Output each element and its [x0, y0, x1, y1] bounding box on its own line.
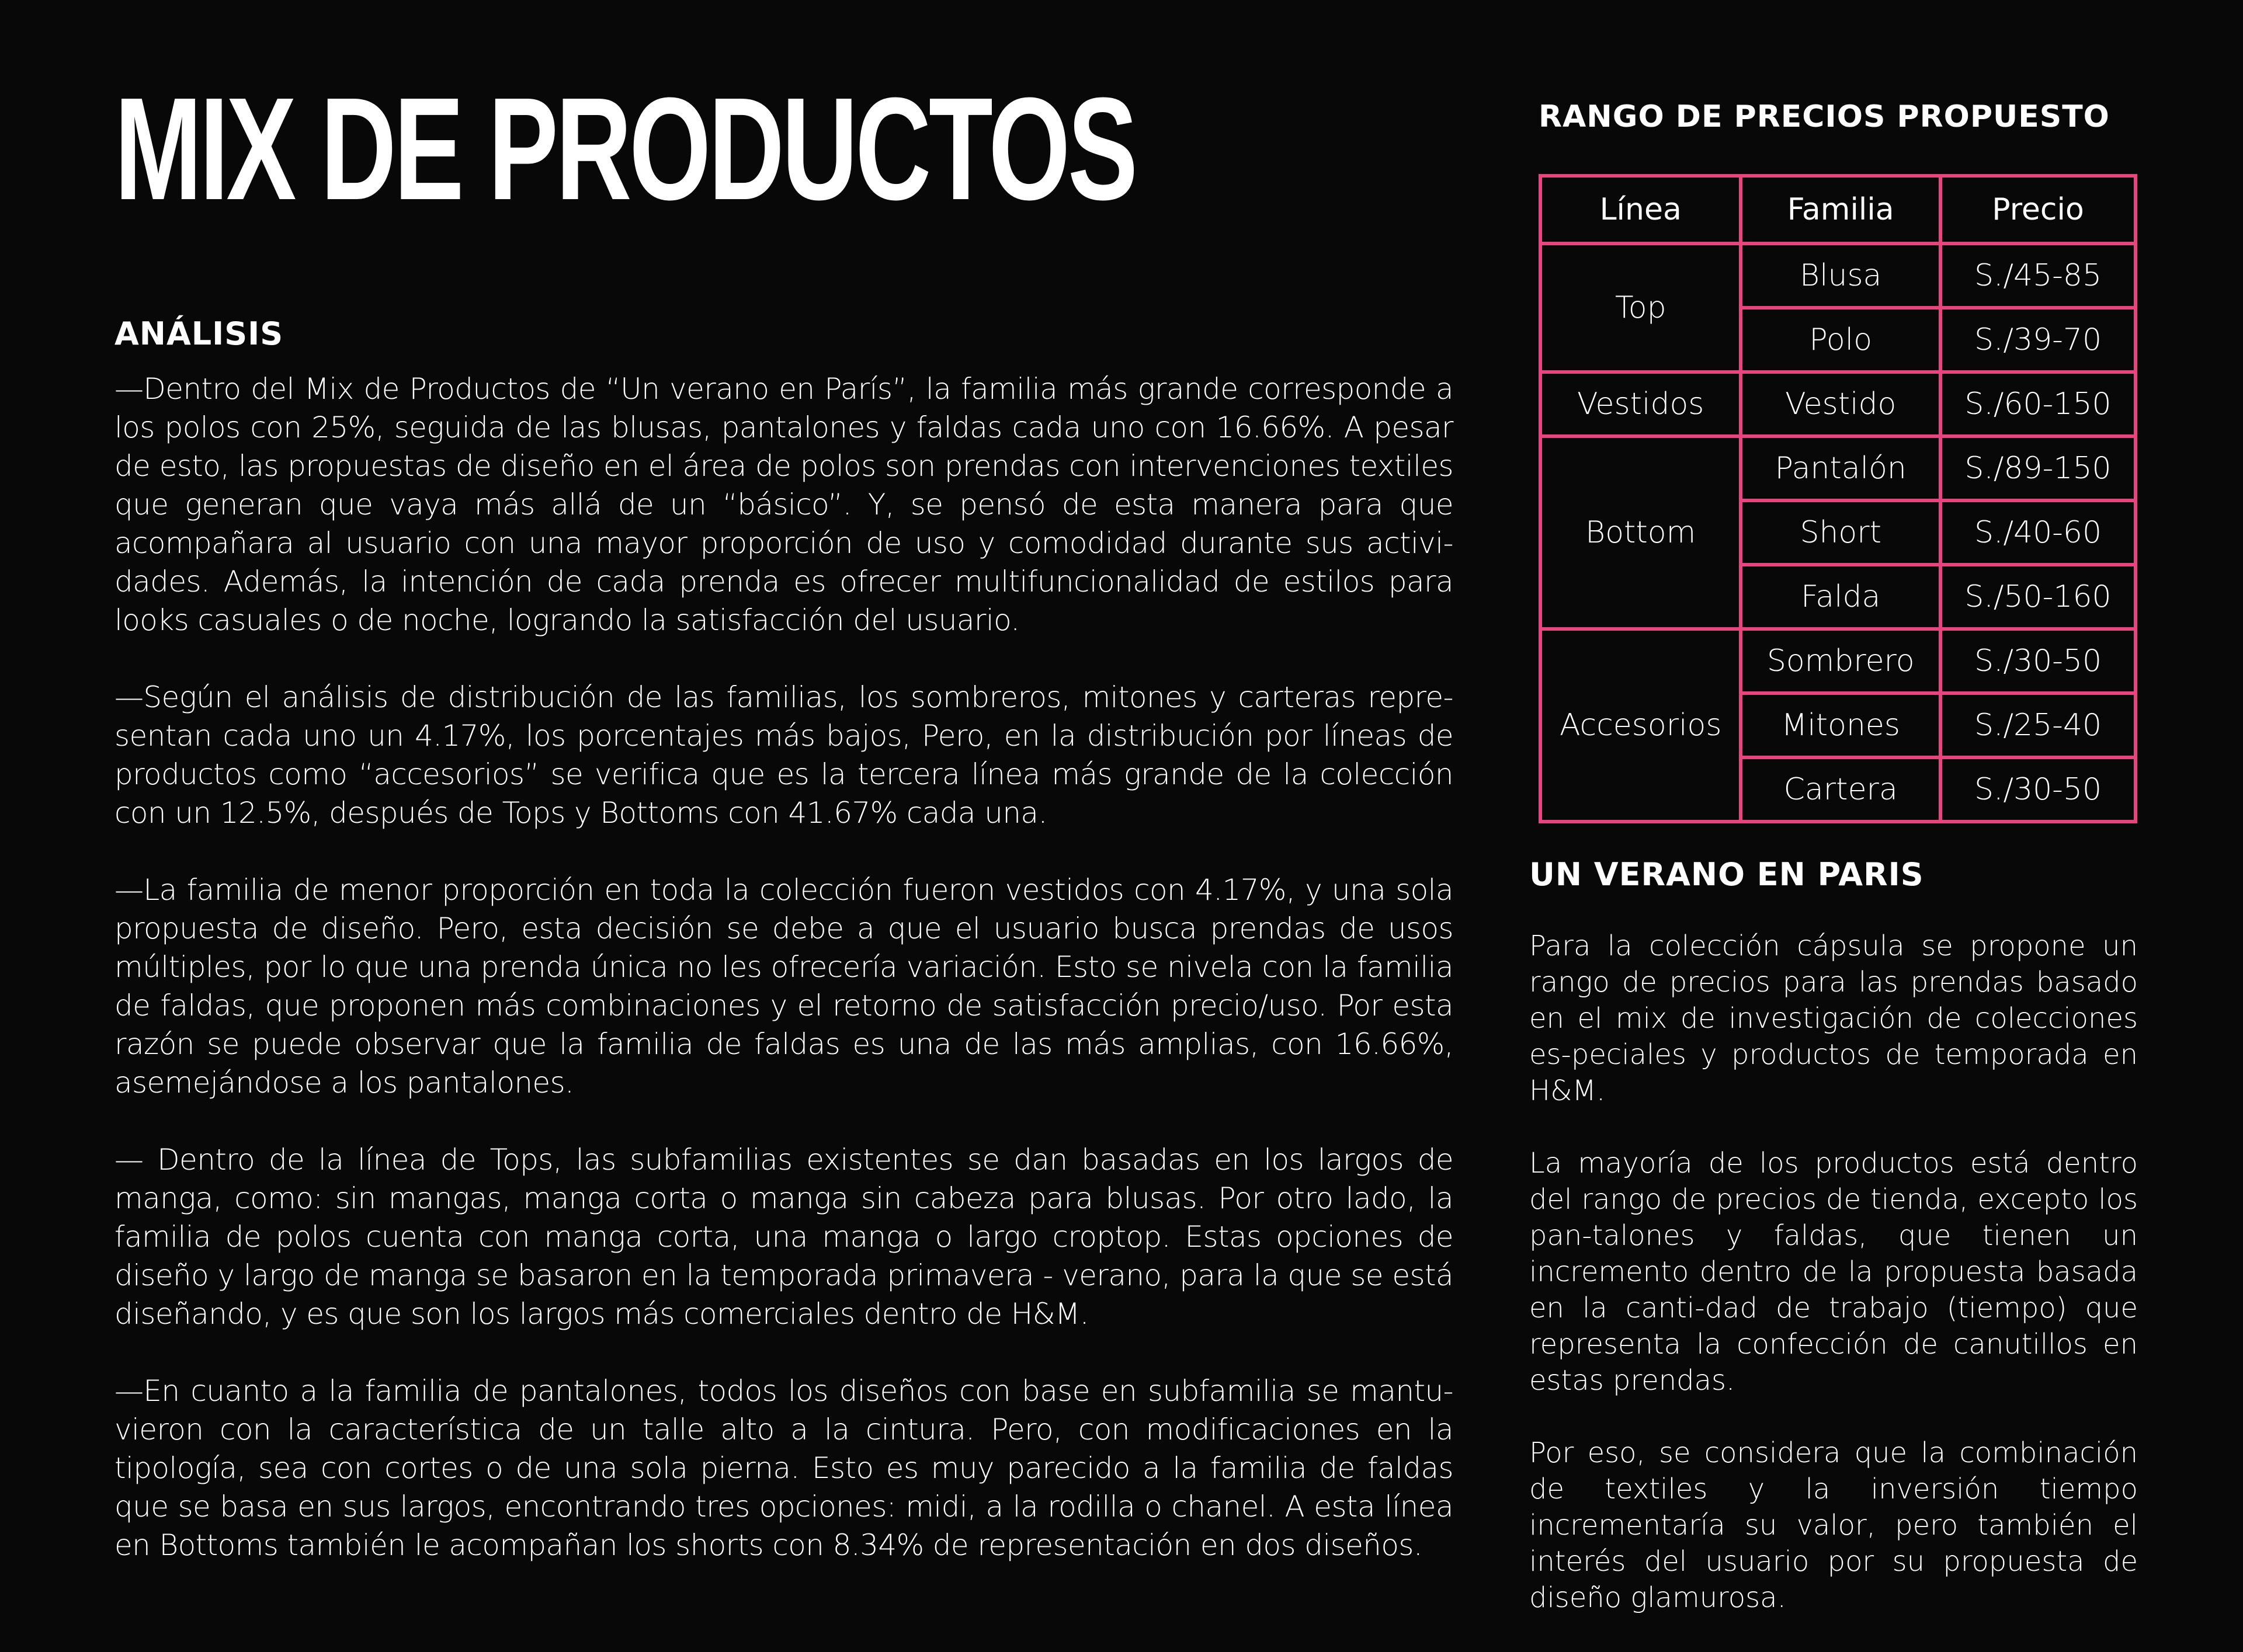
line-cell: Top: [1540, 244, 1741, 372]
price-cell: S./89-150: [1940, 436, 2136, 500]
table-row: [1540, 372, 2136, 436]
analysis-column: [114, 67, 1453, 1603]
analysis-paragraph: —En cuanto a la familia de pantalones, todos los diseños con base en subfamilia se mantu-vieron con la característica de un talle alto a la cintura. Pero, con modificaciones en la tipología, sea con cortes o de una sola pierna. Esto es muy parecido a la familia de faldas que se basa en sus largos, encontrando tres opciones: midi, a la rodilla o chanel. A esta línea en Bottoms también le acompañan los shorts con 8.34% de representación en dos diseños.: [114, 1374, 1453, 1562]
family-cell: Vestido: [1741, 372, 1940, 436]
analysis-paragraph: — Dentro de la línea de Tops, las subfamilias existentes se dan basadas en los largos de manga, como: sin mangas, manga corta o manga sin cabeza para blusas. Por otro lado, la familia de polos cuenta con manga corta, una manga o largo croptop. Estas opciones de diseño y largo de manga se basaron en la temporada primavera - verano, para la que se está diseñando, y es que son los largos más comerciales dentro de H&M.: [114, 1143, 1453, 1331]
table-row: [1540, 244, 2136, 308]
analysis-paragraph: —Dentro del Mix de Productos de “Un verano en París”, la familia más grande corresponde a los polos con 25%, seguida de las blusas, pantalones y faldas cada uno con 16.66%. A pesar de esto, las propuestas de diseño en el área de polos son prendas con intervenciones textiles que generan que vaya más allá de un “básico”. Y, se pensó de esta manera para que acompañara al usuario con una mayor proporción de uso y comodidad durante sus activi-dades. Además, la intención de cada prenda es ofrecer multifuncionalidad de estilos para looks casuales o de noche, logrando la satisfacción del usuario.: [114, 372, 1453, 637]
family-cell: Pantalón: [1741, 436, 1940, 500]
family-cell: Cartera: [1741, 757, 1940, 822]
price-cell: S./30-50: [1940, 757, 2136, 822]
page-title: MIX DE PRODUCTOS: [114, 67, 1136, 230]
price-cell: S./45-85: [1940, 244, 2136, 308]
column-header-family: Familia: [1741, 176, 1940, 244]
line-cell: Bottom: [1540, 436, 1741, 629]
price-table: [1539, 174, 2137, 823]
table-row: [1540, 629, 2136, 693]
price-range-heading: RANGO DE PRECIOS PROPUESTO: [1539, 99, 2110, 134]
analysis-heading: ANÁLISIS: [114, 315, 284, 352]
price-cell: S./39-70: [1940, 308, 2136, 372]
price-cell: S./30-50: [1940, 629, 2136, 693]
table-header-row: [1540, 176, 2136, 244]
column-header-price: Precio: [1940, 176, 2136, 244]
family-cell: Falda: [1741, 565, 1940, 629]
family-cell: Mitones: [1741, 693, 1940, 757]
paris-body: [1529, 928, 2138, 1616]
analysis-paragraph: —La familia de menor proporción en toda la colección fueron vestidos con 4.17%, y una sola propuesta de diseño. Pero, esta decisión se debe a que el usuario busca prendas de usos múltiples, por lo que una prenda única no les ofrecería variación. Esto se nivela con la familia de faldas, que proponen más combinaciones y el retorno de satisfacción precio/uso. Por esta razón se puede observar que la familia de faldas es una de las más amplias, con 16.66%, asemejándose a los pantalones.: [114, 873, 1453, 1100]
price-cell: S./60-150: [1940, 372, 2136, 436]
family-cell: Blusa: [1741, 244, 1940, 308]
line-cell: Vestidos: [1540, 372, 1741, 436]
analysis-body: [114, 370, 1453, 1564]
pricing-column: [1529, 99, 2143, 1652]
paris-paragraph: La mayoría de los productos está dentro del rango de precios de tienda, excepto los pan-talones y faldas, que tienen un incremento dentro de la propuesta basada en la canti-dad de trabajo (tiempo) que representa la confección de canutillos en estas prendas.: [1529, 1147, 2138, 1397]
family-cell: Sombrero: [1741, 629, 1940, 693]
paris-paragraph: Por eso, se considera que la combinación de textiles y la inversión tiempo incrementaría su valor, pero también el interés del usuario por su propuesta de diseño glamurosa.: [1529, 1437, 2138, 1614]
line-cell: Accesorios: [1540, 629, 1741, 822]
family-cell: Short: [1741, 500, 1940, 565]
price-cell: S./40-60: [1940, 500, 2136, 565]
price-cell: S./25-40: [1940, 693, 2136, 757]
price-cell: S./50-160: [1940, 565, 2136, 629]
family-cell: Polo: [1741, 308, 1940, 372]
paris-paragraph: Para la colección cápsula se propone un rango de precios para las prendas basado en el mix de investigación de colecciones es-peciales y productos de temporada en H&M.: [1529, 930, 2138, 1107]
column-header-line: Línea: [1540, 176, 1741, 244]
table-row: [1540, 436, 2136, 500]
paris-heading: UN VERANO EN PARIS: [1529, 856, 1924, 893]
analysis-paragraph: —Según el análisis de distribución de las familias, los sombreros, mitones y carteras repre-sentan cada uno un 4.17%, los porcentajes más bajos, Pero, en la distribución por líneas de productos como “accesorios” se verifica que es la tercera línea más grande de la colección con un 12.5%, después de Tops y Bottoms con 41.67% cada una.: [114, 680, 1453, 830]
